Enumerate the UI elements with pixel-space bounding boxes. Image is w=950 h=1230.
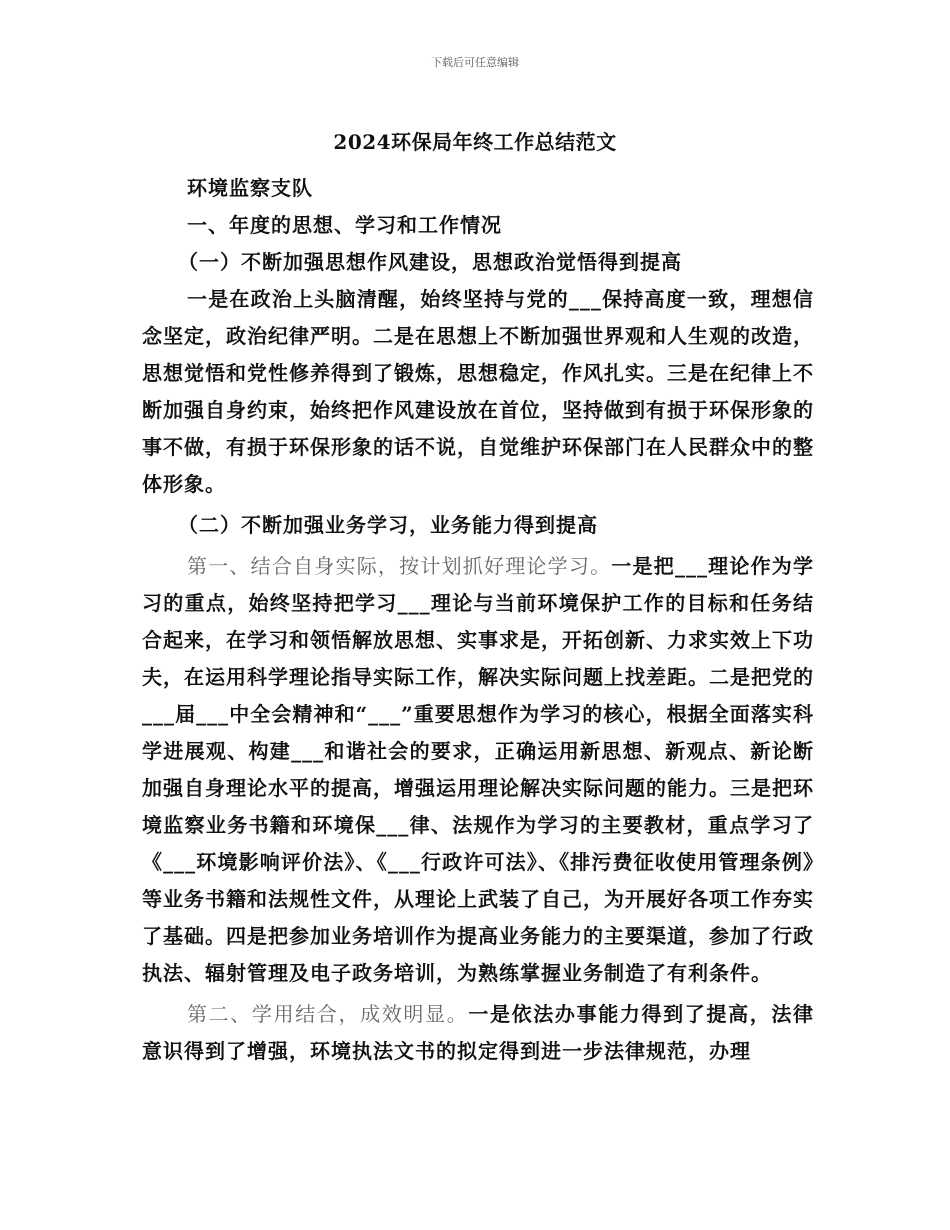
document-title: 2024环保局年终工作总结范文 (333, 130, 617, 154)
subsection-heading-2: （二）不断加强业务学习，业务能力得到提高 (178, 513, 598, 537)
unit-name: 环境监察支队 (187, 176, 313, 200)
paragraph-3 (142, 996, 814, 1070)
document-body (142, 170, 814, 1070)
paragraph-2-body: 一是把___理论作为学习的重点，始终坚持把学习___理论与当前环境保护工作的目标和任务结合起来，在学习和领悟解放思想、实事求是，开拓创新、力求实效上下功夫，在运用科学理论指导实际工作，解决实际问题上找差距。二是把党的___届___中全会精神和“___”重要思想作为学习的核心，根据全面落实科学进展观、构建___和谐社会的要求，正确运用新思想、新观点、新论断加强自身理论水平的提高，增强运用理论解决实际问题的能力。三是把环境监察业务书籍和环境保___律、法规作为学习的主要教材，重点学习了《___环境影响评价法》、《___行政许可法》、《排污费征收使用管理条例》等业务书籍和法规性文件，从理论上武装了自己，为开展好各项工作夯实了基础。四是把参加业务培训作为提高业务能力的主要渠道，参加了行政执法、辐射管理及电子政务培训，为熟练掌握业务制造了有利条件。 (142, 554, 815, 985)
paragraph-2 (142, 548, 814, 992)
subsection-heading-1: （一）不断加强思想作风建设，思想政治觉悟得到提高 (178, 250, 682, 274)
page-header-note: 下载后可任意编辑 (431, 56, 519, 69)
paragraph-3-body: 一是依法办事能力得到了提高，法律意识得到了增强，环境执法文书的拟定得到进一步法律规范，办理 (142, 1002, 815, 1063)
paragraph-1: 一是在政治上头脑清醒，始终坚持与党的___保持高度一致，理想信念坚定，政治纪律严明。二是在思想上不断加强世界观和人生观的改造，思想觉悟和党性修养得到了锻炼，思想稳定，作风扎实。三是在纪律上不断加强自身约束，始终把作风建设放在首位，坚持做到有损于环保形象的事不做，有损于环保形象的话不说，自觉维护环保部门在人民群众中的整体形象。 (142, 287, 814, 496)
paragraph-2-lead: 第一、结合自身实际，按计划抓好理论学习。 (187, 554, 612, 578)
paragraph-3-lead: 第二、学用结合，成效明显。 (187, 1002, 469, 1026)
section-heading-1: 一、年度的思想、学习和工作情况 (187, 213, 502, 237)
